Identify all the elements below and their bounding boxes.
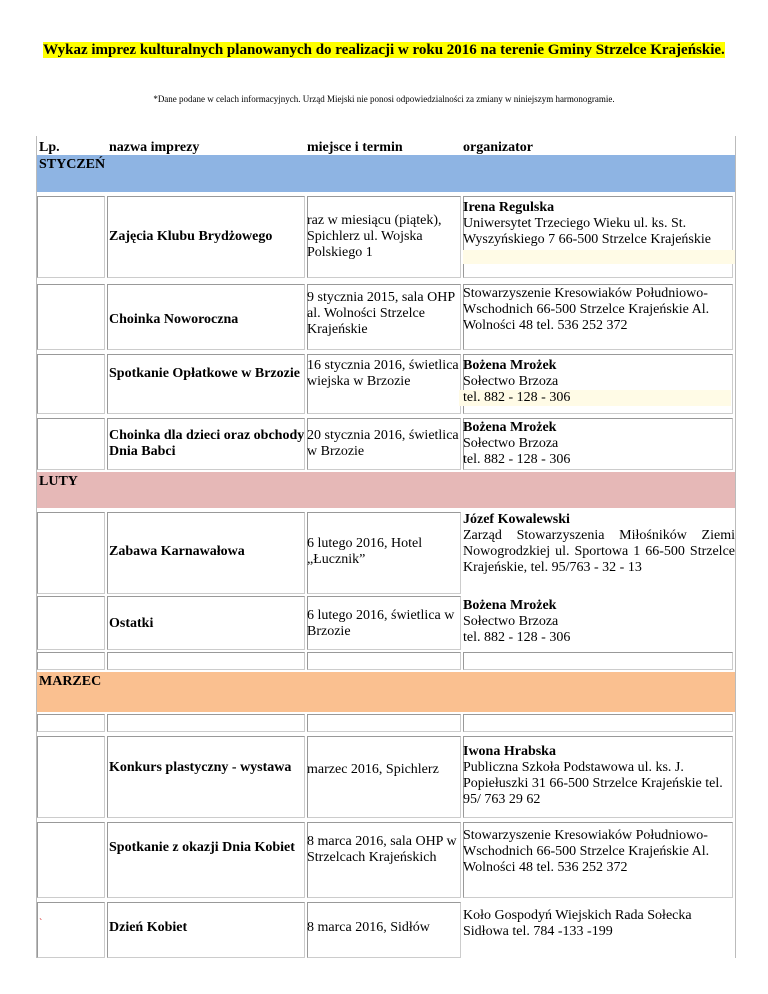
event-place: 8 marca 2016, sala OHP w Strzelcach Krajeńskich (307, 834, 457, 865)
event-name: Choinka Noworoczna (109, 312, 239, 327)
event-name: Zabawa Karnawałowa (109, 544, 245, 559)
document-title: Wykaz imprez kulturalnych planowanych do realizacji w roku 2016 na terenie Gminy Strzelce Krajeńskie. (43, 42, 725, 58)
table-row (37, 282, 735, 352)
event-organizer: Stowarzyszenie Kresowiaków Południowo-Wschodnich 66-500 Strzelce Krajeńskie Al. Wolności 48 tel. 536 252 372 (463, 828, 710, 875)
event-name: Dzień Kobiet (109, 920, 188, 935)
table-row-empty (37, 652, 735, 672)
table-row (37, 734, 735, 820)
table-row (37, 352, 735, 416)
event-organizer: Iwona Hrabska Publiczna Szkoła Podstawowa ul. ks. J. Popiełuszki 31 66-500 Strzelce Krajeńskie tel. 95/ 763 29 62 (463, 744, 723, 807)
disclaimer-note: *Dane podane w celach informacyjnych. Urząd Miejski nie ponosi odpowiedzialności za zmiany w niniejszym harmonogramie. (153, 94, 615, 104)
event-place: 8 marca 2016, Sidłów (307, 920, 430, 935)
month-label: LUTY (39, 474, 78, 489)
event-place: raz w miesiącu (piątek), Spichlerz ul. Wojska Polskiego 1 (307, 213, 442, 260)
event-place: 16 stycznia 2016, świetlica wiejska w Brzozie (307, 358, 459, 389)
event-organizer: Józef Kowalewski Zarząd Stowarzyszenia Miłośników Ziemi Nowogrodzkiej ul. Sportowa 1 66-500 Strzelce Krajeńskie, tel. 95/763 - 32 - 13 (463, 512, 735, 575)
table-row (37, 900, 735, 958)
month-band-february (37, 472, 735, 508)
month-label: STYCZEŃ (39, 157, 106, 172)
month-label: MARZEC (39, 674, 102, 689)
event-name: Zajęcia Klubu Brydżowego (109, 229, 273, 244)
events-table (36, 136, 736, 958)
table-row-empty (37, 712, 735, 734)
event-organizer: Bożena Mrożek Sołectwo Brzoza tel. 882 - 128 - 306 (463, 420, 571, 467)
table-row (37, 508, 735, 596)
event-place: 20 stycznia 2016, świetlica w Brzozie (307, 428, 459, 459)
event-name: Ostatki (109, 616, 154, 631)
header-organizer: organizator (463, 140, 533, 155)
header-lp: Lp. (39, 140, 60, 155)
event-name: Choinka dla dzieci oraz obchody Dnia Babci (109, 428, 305, 459)
event-name: Spotkanie Opłatkowe w Brzozie (109, 366, 300, 381)
table-row (37, 416, 735, 472)
event-place: 6 lutego 2016, Hotel „Łucznik” (307, 536, 423, 567)
table-row (37, 820, 735, 900)
table-row (37, 192, 735, 282)
event-organizer: Bożena Mrożek Sołectwo Brzoza tel. 882 - 128 - 306 (463, 598, 571, 645)
header-name: nazwa imprezy (109, 140, 200, 155)
event-name: Konkurs plastyczny - wystawa (109, 760, 292, 775)
row-mark: ` (39, 918, 43, 929)
event-place: 9 stycznia 2015, sala OHP al. Wolności Strzelce Krajeńskie (307, 290, 455, 337)
event-organizer: Stowarzyszenie Kresowiaków Południowo-Wschodnich 66-500 Strzelce Krajeńskie Al. Wolności 48 tel. 536 252 372 (463, 286, 710, 333)
table-row (37, 596, 735, 652)
event-place: marzec 2016, Spichlerz (307, 762, 439, 777)
header-place: miejsce i termin (307, 140, 403, 155)
event-organizer: Bożena Mrożek Sołectwo Brzoza tel. 882 - 128 - 306 (463, 358, 735, 406)
event-organizer: Koło Gospodyń Wiejskich Rada Sołecka Sidłowa tel. 784 -133 -199 (463, 908, 692, 939)
event-name: Spotkanie z okazji Dnia Kobiet (109, 840, 295, 855)
event-place: 6 lutego 2016, świetlica w Brzozie (307, 608, 455, 639)
event-organizer: Irena Regulska Uniwersytet Trzeciego Wieku ul. ks. St. Wyszyńskiego 7 66-500 Strzelce Krajeńskie (463, 200, 735, 264)
month-band-january (37, 155, 735, 192)
month-band-march (37, 672, 735, 712)
